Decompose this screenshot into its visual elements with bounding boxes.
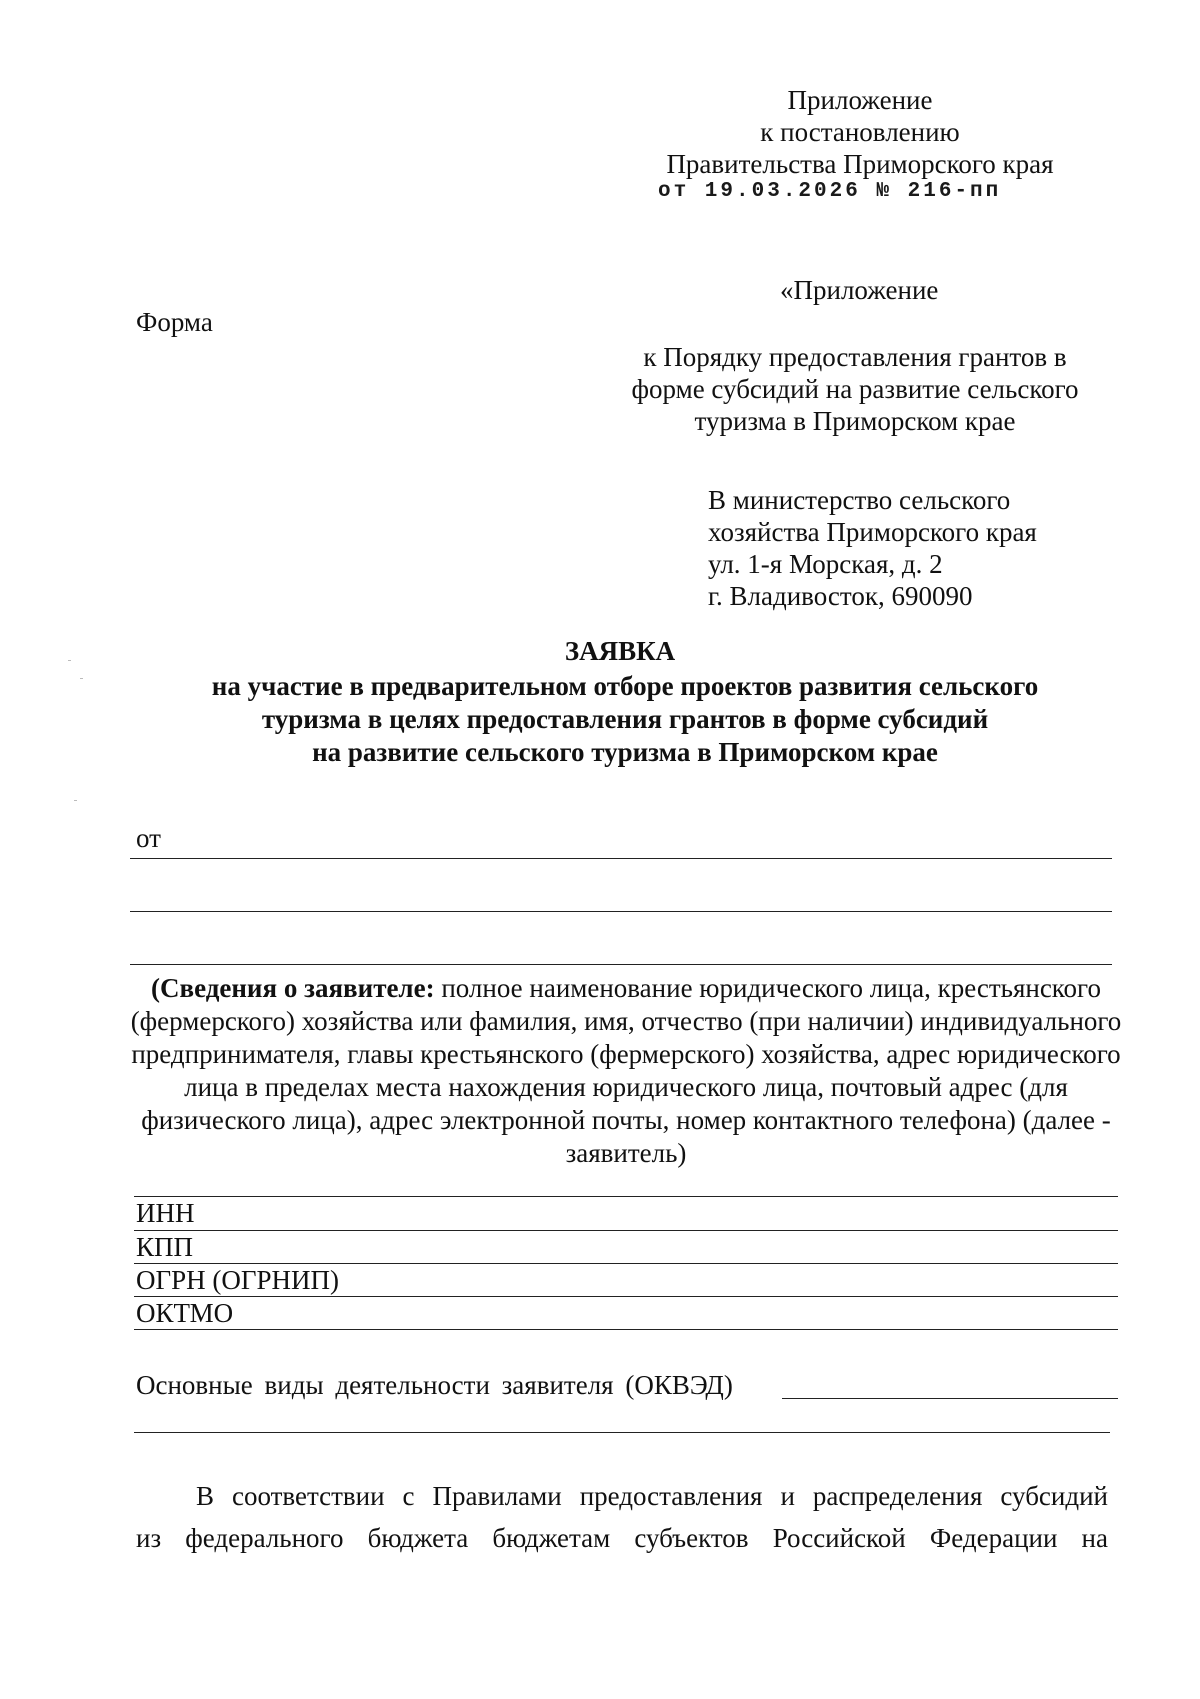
header-line-3: Правительства Приморского края: [666, 149, 1054, 179]
annex-procedure-text: [620, 341, 1090, 437]
oktmo-input-line[interactable]: [134, 1329, 1118, 1330]
application-subtitle-line-2: туризма в целях предоставления грантов в форме субсидий: [261, 704, 989, 734]
ogrn-input-line[interactable]: [134, 1296, 1118, 1297]
decree-number-stamp: от 19.03.2026 № 216-пп: [658, 180, 1002, 203]
applicant-info-caption: [128, 972, 1124, 1170]
annex-line-1: к Порядку предоставления грантов в: [643, 342, 1067, 372]
applicant-blank-line-2[interactable]: [130, 911, 1112, 912]
header-line-2: к постановлению: [760, 117, 960, 147]
annex-line-2: форме субсидий на развитие сельского: [631, 374, 1079, 404]
okved-label: Основные виды деятельности заявителя (ОКВЭД): [136, 1370, 733, 1400]
applicant-info-text: полное наименование юридического лица, крестьянского (фермерского) хозяйства или фамилия, имя, отчество (при наличии) индивидуального предпринимателя, главы крестьянского (фермерского) хозяйства, адрес юридического лица в пределах места нахождения юридического лица, почтовый адрес (для физического лица), адрес электронной почты, номер контактного телефона) (далее - заявитель): [130, 973, 1122, 1168]
application-subtitle-line-3: на развитие сельского туризма в Приморском крае: [312, 737, 938, 767]
header-line-1: Приложение: [787, 85, 933, 115]
ogrn-label: ОГРН (ОГРНИП): [136, 1265, 339, 1295]
okved-input-line-2[interactable]: [134, 1432, 1110, 1433]
body-paragraph-line-1: В соответствии с Правилами предоставления и распределения субсидий: [196, 1481, 1108, 1511]
okved-input-line-1[interactable]: [782, 1398, 1118, 1399]
form-label: Форма: [136, 307, 213, 337]
decree-annex-header: [640, 84, 1080, 180]
inn-input-line[interactable]: [134, 1230, 1118, 1231]
application-subtitle: [130, 670, 1120, 769]
fields-top-rule: [134, 1196, 1118, 1197]
applicant-blank-line-1[interactable]: [130, 858, 1112, 859]
annex-line-3: туризма в Приморском крае: [694, 406, 1016, 436]
applicant-info-heading: (Сведения о заявителе:: [151, 973, 435, 1003]
addressee-block: [708, 484, 1037, 612]
addressee-line-1: В министерство сельского: [708, 485, 1011, 515]
addressee-line-4: г. Владивосток, 690090: [708, 581, 973, 611]
scan-speck: [74, 800, 77, 801]
from-label: от: [136, 823, 161, 853]
application-subtitle-line-1: на участие в предварительном отборе проектов развития сельского: [211, 671, 1039, 701]
scan-speck: [80, 678, 83, 679]
annex-title: «Приложение: [780, 275, 939, 305]
scan-speck: [68, 660, 71, 661]
kpp-input-line[interactable]: [134, 1263, 1118, 1264]
application-title: ЗАЯВКА: [564, 636, 676, 666]
addressee-line-2: хозяйства Приморского края: [708, 517, 1037, 547]
oktmo-label: ОКТМО: [136, 1298, 234, 1328]
kpp-label: КПП: [136, 1232, 194, 1262]
addressee-line-3: ул. 1-я Морская, д. 2: [708, 549, 943, 579]
applicant-blank-line-3[interactable]: [130, 964, 1112, 965]
body-paragraph-line-2: из федерального бюджета бюджетам субъектов Российской Федерации на: [136, 1523, 1108, 1553]
inn-label: ИНН: [136, 1198, 195, 1228]
